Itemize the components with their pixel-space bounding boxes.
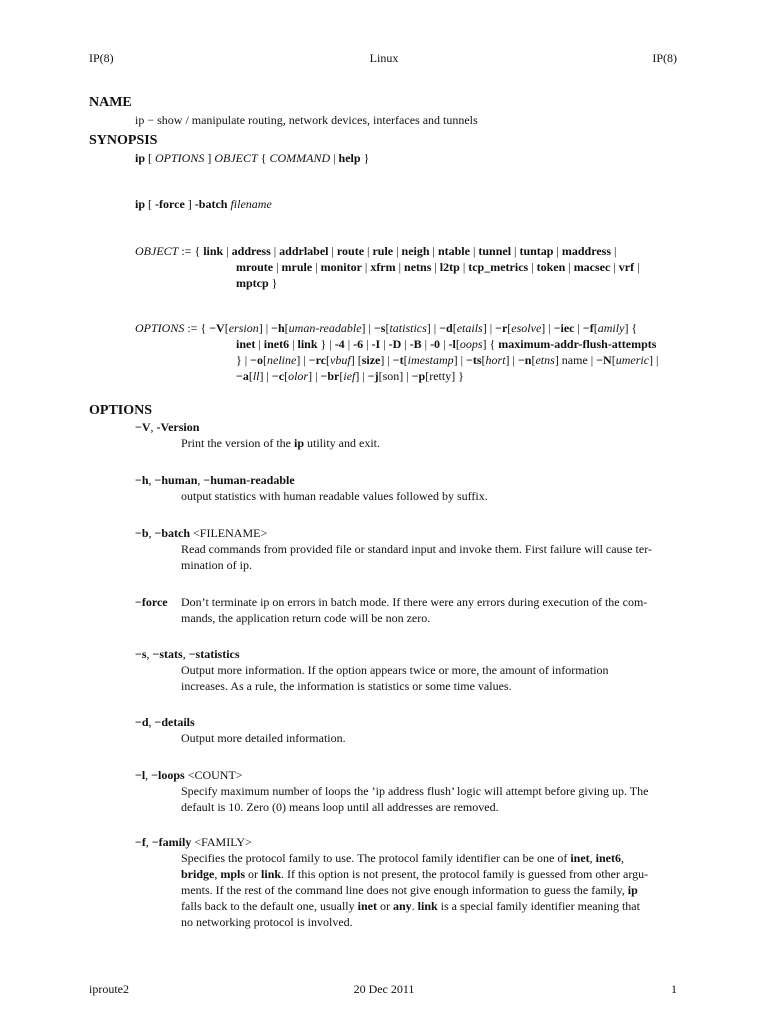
text-run: ] | — [258, 321, 272, 335]
text-run: is a special family identifier meaning that — [437, 899, 640, 913]
text-run: Specify maximum number of loops the ’ip address flush’ logic will attempt before giving up. The — [181, 784, 649, 798]
bold-text: link — [203, 244, 224, 258]
option-description — [181, 866, 648, 882]
text-run: | — [312, 260, 321, 274]
text-run: Don’t terminate ip on errors in batch mode. If there were any errors during execution of the com- — [181, 595, 648, 609]
italic-text: tatistics — [389, 321, 427, 335]
text-run: [ — [403, 353, 408, 367]
footer-center: 20 Dec 2011 — [353, 982, 415, 996]
italic-text: oops — [459, 337, 483, 351]
text-run: . — [411, 899, 418, 913]
text-run: output statistics with human readable values followed by suffix. — [181, 489, 488, 503]
italic-text: imestamp — [407, 353, 454, 367]
option-term — [135, 834, 252, 850]
bold-text: ip — [627, 883, 638, 897]
text-run: ments. If the rest of the command line does not give enough information to guess the family, — [181, 883, 628, 897]
bold-text: −d — [135, 715, 149, 729]
bold-text: addrlabel — [279, 244, 329, 258]
text-run: | — [270, 244, 280, 258]
text-run: mands, the application return code will be non zero. — [181, 611, 431, 625]
text-run: utility and exit. — [304, 436, 380, 450]
bold-text: ip — [135, 151, 146, 165]
text-run: [son] | — [378, 369, 412, 383]
synopsis-batch-line — [135, 196, 272, 212]
bold-text: inet — [570, 851, 590, 865]
text-run: <COUNT> — [184, 768, 243, 782]
text-run: . If this option is not present, the protocol family is guessed from other argu- — [281, 867, 649, 881]
option-description — [181, 783, 648, 799]
text-run: or — [245, 867, 262, 881]
header-right: IP(8) — [652, 51, 677, 65]
text-run: | — [344, 337, 354, 351]
text-run: ] | — [296, 353, 309, 367]
text-run: default is 10. Zero (0) means loop until all addresses are removed. — [181, 800, 499, 814]
option-term — [135, 419, 199, 435]
bold-text: any — [392, 899, 412, 913]
bold-text: -batch — [194, 197, 228, 211]
text-run: | — [528, 260, 537, 274]
text-run: } | — [236, 353, 251, 367]
option-description — [181, 594, 647, 610]
text-run: | — [429, 244, 438, 258]
text-run: | — [459, 260, 469, 274]
bold-text: mrule — [281, 260, 313, 274]
text-run: | — [289, 337, 298, 351]
italic-text: ersion — [228, 321, 259, 335]
option-description — [181, 898, 640, 914]
bold-text: bridge — [181, 867, 215, 881]
text-run: | — [469, 244, 479, 258]
text-run: no networking protocol is involved. — [181, 915, 353, 929]
bold-text: neigh — [401, 244, 430, 258]
bold-text: −h — [135, 473, 149, 487]
text-run: | — [393, 244, 402, 258]
text-run: , — [146, 647, 153, 661]
bold-text: inet — [357, 899, 377, 913]
text-run: or — [376, 899, 393, 913]
option-description — [181, 678, 512, 694]
bold-text: rule — [372, 244, 394, 258]
text-run: [ — [248, 369, 253, 383]
bold-text: −p — [411, 369, 426, 383]
italic-text: OPTIONS — [155, 151, 205, 165]
text-run: mination of ip. — [181, 558, 252, 572]
options-syntax-line — [236, 352, 658, 368]
bold-text: -B — [409, 337, 422, 351]
bold-text: −d — [439, 321, 453, 335]
text-run: | — [565, 260, 574, 274]
text-run: <FILENAME> — [190, 526, 268, 540]
bold-text: −s — [135, 647, 147, 661]
bold-text: −j — [367, 369, 379, 383]
text-run: [ — [593, 321, 598, 335]
text-run: ] name | — [554, 353, 597, 367]
text-run: ] | — [426, 321, 440, 335]
bold-text: −s — [373, 321, 386, 335]
text-run: , — [621, 851, 625, 865]
text-run: [ — [455, 337, 460, 351]
text-run: ] | — [482, 321, 496, 335]
italic-text: OPTIONS — [135, 321, 185, 335]
text-run: ] | — [505, 353, 518, 367]
text-run: Specifies the protocol family to use. The protocol family identifier can be one of — [181, 851, 571, 865]
option-term — [135, 714, 195, 730]
italic-text: uman-readable — [288, 321, 362, 335]
option-term — [135, 472, 295, 488]
bold-text: mpls — [220, 867, 246, 881]
italic-text: etns — [535, 353, 555, 367]
text-run: | — [328, 244, 337, 258]
bold-text: mptcp — [236, 276, 269, 290]
bold-text: −f — [135, 835, 146, 849]
italic-text: amily — [597, 321, 625, 335]
bold-text: netns — [404, 260, 432, 274]
bold-text: −t — [392, 353, 404, 367]
text-run: | — [364, 244, 373, 258]
text-run: ] | — [453, 353, 467, 367]
text-run: | — [223, 244, 232, 258]
bold-text: −loops — [151, 768, 185, 782]
text-run: := { — [184, 321, 210, 335]
text-run: , — [214, 867, 221, 881]
text-run: ] | — [308, 369, 321, 383]
bold-text: −V — [209, 321, 225, 335]
name-description: ip − show / manipulate routing, network devices, interfaces and tunnels — [135, 113, 478, 127]
text-run: , — [145, 768, 152, 782]
text-run: , — [148, 473, 155, 487]
text-run: | — [421, 337, 431, 351]
text-run: | — [330, 151, 339, 165]
italic-text: neline — [267, 353, 297, 367]
bold-text: tcp_metrics — [468, 260, 529, 274]
text-run: | — [511, 244, 520, 258]
option-description — [181, 799, 499, 815]
text-run: [ — [507, 321, 512, 335]
text-run: falls back to the default one, usually — [181, 899, 358, 913]
option-description — [181, 850, 624, 866]
text-run: [ — [224, 321, 229, 335]
text-run: } — [360, 151, 370, 165]
footer-left: iproute2 — [89, 982, 129, 996]
option-term — [135, 767, 243, 783]
option-description — [181, 541, 652, 557]
text-run: , — [148, 526, 155, 540]
text-run: [ — [611, 353, 616, 367]
bold-text: -D — [388, 337, 402, 351]
object-line — [135, 243, 616, 259]
text-run: ] | — [361, 321, 374, 335]
bold-text: link — [297, 337, 318, 351]
bold-text: −family — [151, 835, 192, 849]
text-run: [ — [145, 197, 156, 211]
option-description — [181, 435, 380, 451]
option-description — [181, 488, 488, 504]
bold-text: mroute — [236, 260, 274, 274]
bold-text: −stats — [152, 647, 183, 661]
text-run: [ — [385, 321, 390, 335]
text-run: | — [395, 260, 405, 274]
bold-text: −n — [517, 353, 532, 367]
bold-text: tunnel — [478, 244, 512, 258]
bold-text: macsec — [573, 260, 611, 274]
text-run: ] — [204, 151, 215, 165]
bold-text: −b — [135, 526, 149, 540]
bold-text: ip — [293, 436, 304, 450]
text-run: | — [431, 260, 440, 274]
bold-text: xfrm — [370, 260, 396, 274]
bold-text: -force — [155, 197, 185, 211]
option-description — [181, 730, 346, 746]
bold-text: −details — [154, 715, 195, 729]
text-run: Print the version of the — [181, 436, 294, 450]
bold-text: vrf — [618, 260, 635, 274]
text-run: ] [ — [350, 353, 362, 367]
bold-text: −r — [495, 321, 508, 335]
text-run: increases. As a rule, the information is statistics or some time values. — [181, 679, 512, 693]
bold-text: −l — [135, 768, 146, 782]
bold-text: −f — [582, 321, 594, 335]
bold-text: -I — [371, 337, 381, 351]
bold-text: address — [231, 244, 271, 258]
italic-text: ief — [343, 369, 356, 383]
option-description — [181, 914, 353, 930]
bold-text: tuntap — [519, 244, 554, 258]
bold-text: −human-readable — [203, 473, 295, 487]
italic-text: esolve — [511, 321, 542, 335]
text-run: ] { — [482, 337, 499, 351]
bold-text: ntable — [437, 244, 470, 258]
option-description — [181, 882, 638, 898]
bold-text: token — [536, 260, 566, 274]
object-line — [236, 259, 639, 275]
text-run: Read commands from provided file or standard input and invoke them. First failure will cause ter- — [181, 542, 652, 556]
bold-text: -4 — [334, 337, 345, 351]
text-run: | — [380, 337, 389, 351]
italic-text: OBJECT — [214, 151, 258, 165]
bold-text: −statistics — [188, 647, 240, 661]
text-run: ] — [184, 197, 195, 211]
text-run: <FAMILY> — [191, 835, 252, 849]
text-run: [ — [284, 369, 289, 383]
text-run: | — [273, 260, 282, 274]
header-left: IP(8) — [89, 51, 114, 65]
text-run: ] { — [624, 321, 638, 335]
bold-text: -Version — [156, 420, 200, 434]
bold-text: −h — [271, 321, 285, 335]
text-run: , — [182, 647, 189, 661]
bold-text: ip — [135, 197, 146, 211]
bold-text: inet — [236, 337, 256, 351]
option-description — [181, 662, 609, 678]
text-run: [ — [531, 353, 536, 367]
italic-text: COMMAND — [269, 151, 331, 165]
italic-text: vbuf — [330, 353, 351, 367]
bold-text: −ts — [466, 353, 482, 367]
options-syntax-line — [236, 368, 464, 384]
text-run: ] | — [649, 353, 659, 367]
option-term — [135, 646, 240, 662]
bold-text: maximum-addr-flush-attempts — [498, 337, 657, 351]
options-syntax-line — [236, 336, 656, 352]
option-term — [135, 525, 267, 541]
bold-text: maddress — [561, 244, 611, 258]
text-run: [ — [326, 353, 331, 367]
text-run: | — [401, 337, 410, 351]
bold-text: −batch — [154, 526, 191, 540]
bold-text: −V — [135, 420, 151, 434]
bold-text: -6 — [353, 337, 364, 351]
bold-text: link — [261, 867, 282, 881]
bold-text: -0 — [430, 337, 441, 351]
options-heading: OPTIONS — [89, 403, 153, 418]
text-run: ] | — [259, 369, 272, 383]
text-run: | — [574, 321, 583, 335]
text-run: | — [361, 260, 371, 274]
text-run: ] | — [355, 369, 368, 383]
bold-text: l2tp — [439, 260, 460, 274]
synopsis-heading: SYNOPSIS — [89, 133, 158, 148]
text-run: ] | — [541, 321, 554, 335]
italic-text: etails — [456, 321, 483, 335]
text-run: , — [145, 835, 152, 849]
text-run: Output more detailed information. — [181, 731, 346, 745]
text-run: | — [634, 260, 640, 274]
text-run: [ — [481, 353, 486, 367]
bold-text: link — [417, 899, 438, 913]
option-description — [181, 557, 252, 573]
bold-text: -l — [448, 337, 456, 351]
options-syntax-line — [135, 320, 637, 336]
text-run: | — [255, 337, 264, 351]
bold-text: −a — [236, 369, 249, 383]
text-run: , — [589, 851, 596, 865]
option-description — [181, 610, 430, 626]
bold-text: −rc — [308, 353, 327, 367]
bold-text: size — [361, 353, 381, 367]
bold-text: −o — [250, 353, 264, 367]
bold-text: −force — [135, 595, 168, 609]
italic-text: OBJECT — [135, 244, 179, 258]
text-run: { — [257, 151, 270, 165]
italic-text: ll — [252, 369, 260, 383]
text-run: Output more information. If the option appears twice or more, the amount of information — [181, 663, 609, 677]
bold-text: −N — [596, 353, 612, 367]
text-run: , — [197, 473, 204, 487]
text-run: := { — [178, 244, 204, 258]
bold-text: −c — [271, 369, 285, 383]
text-run: [ — [145, 151, 156, 165]
italic-text: umeric — [615, 353, 650, 367]
bold-text: −iec — [553, 321, 575, 335]
text-run: | — [363, 337, 372, 351]
text-run: | — [610, 260, 619, 274]
bold-text: −human — [154, 473, 198, 487]
header-center: Linux — [369, 51, 399, 65]
bold-text: monitor — [320, 260, 362, 274]
text-run: , — [148, 715, 155, 729]
italic-text: hort — [485, 353, 506, 367]
bold-text: inet6 — [595, 851, 622, 865]
text-run: [retty] } — [425, 369, 464, 383]
text-run: } — [268, 276, 278, 290]
italic-text: olor — [288, 369, 309, 383]
bold-text: −br — [320, 369, 340, 383]
synopsis-usage-line — [135, 150, 369, 166]
italic-text: filename — [230, 197, 272, 211]
text-run: [ — [284, 321, 289, 335]
text-run: | — [611, 244, 617, 258]
option-term — [135, 594, 168, 610]
name-heading: NAME — [89, 95, 132, 110]
text-run: , — [150, 420, 157, 434]
text-run: | — [440, 337, 449, 351]
text-run: [ — [339, 369, 344, 383]
text-run: ] | — [380, 353, 393, 367]
text-run: [ — [263, 353, 268, 367]
text-run: | — [553, 244, 562, 258]
bold-text: help — [338, 151, 361, 165]
bold-text: inet6 — [263, 337, 290, 351]
object-line — [236, 275, 277, 291]
text-run: [ — [452, 321, 457, 335]
bold-text: route — [336, 244, 365, 258]
footer-right: 1 — [671, 982, 677, 996]
text-run: } | — [317, 337, 335, 351]
